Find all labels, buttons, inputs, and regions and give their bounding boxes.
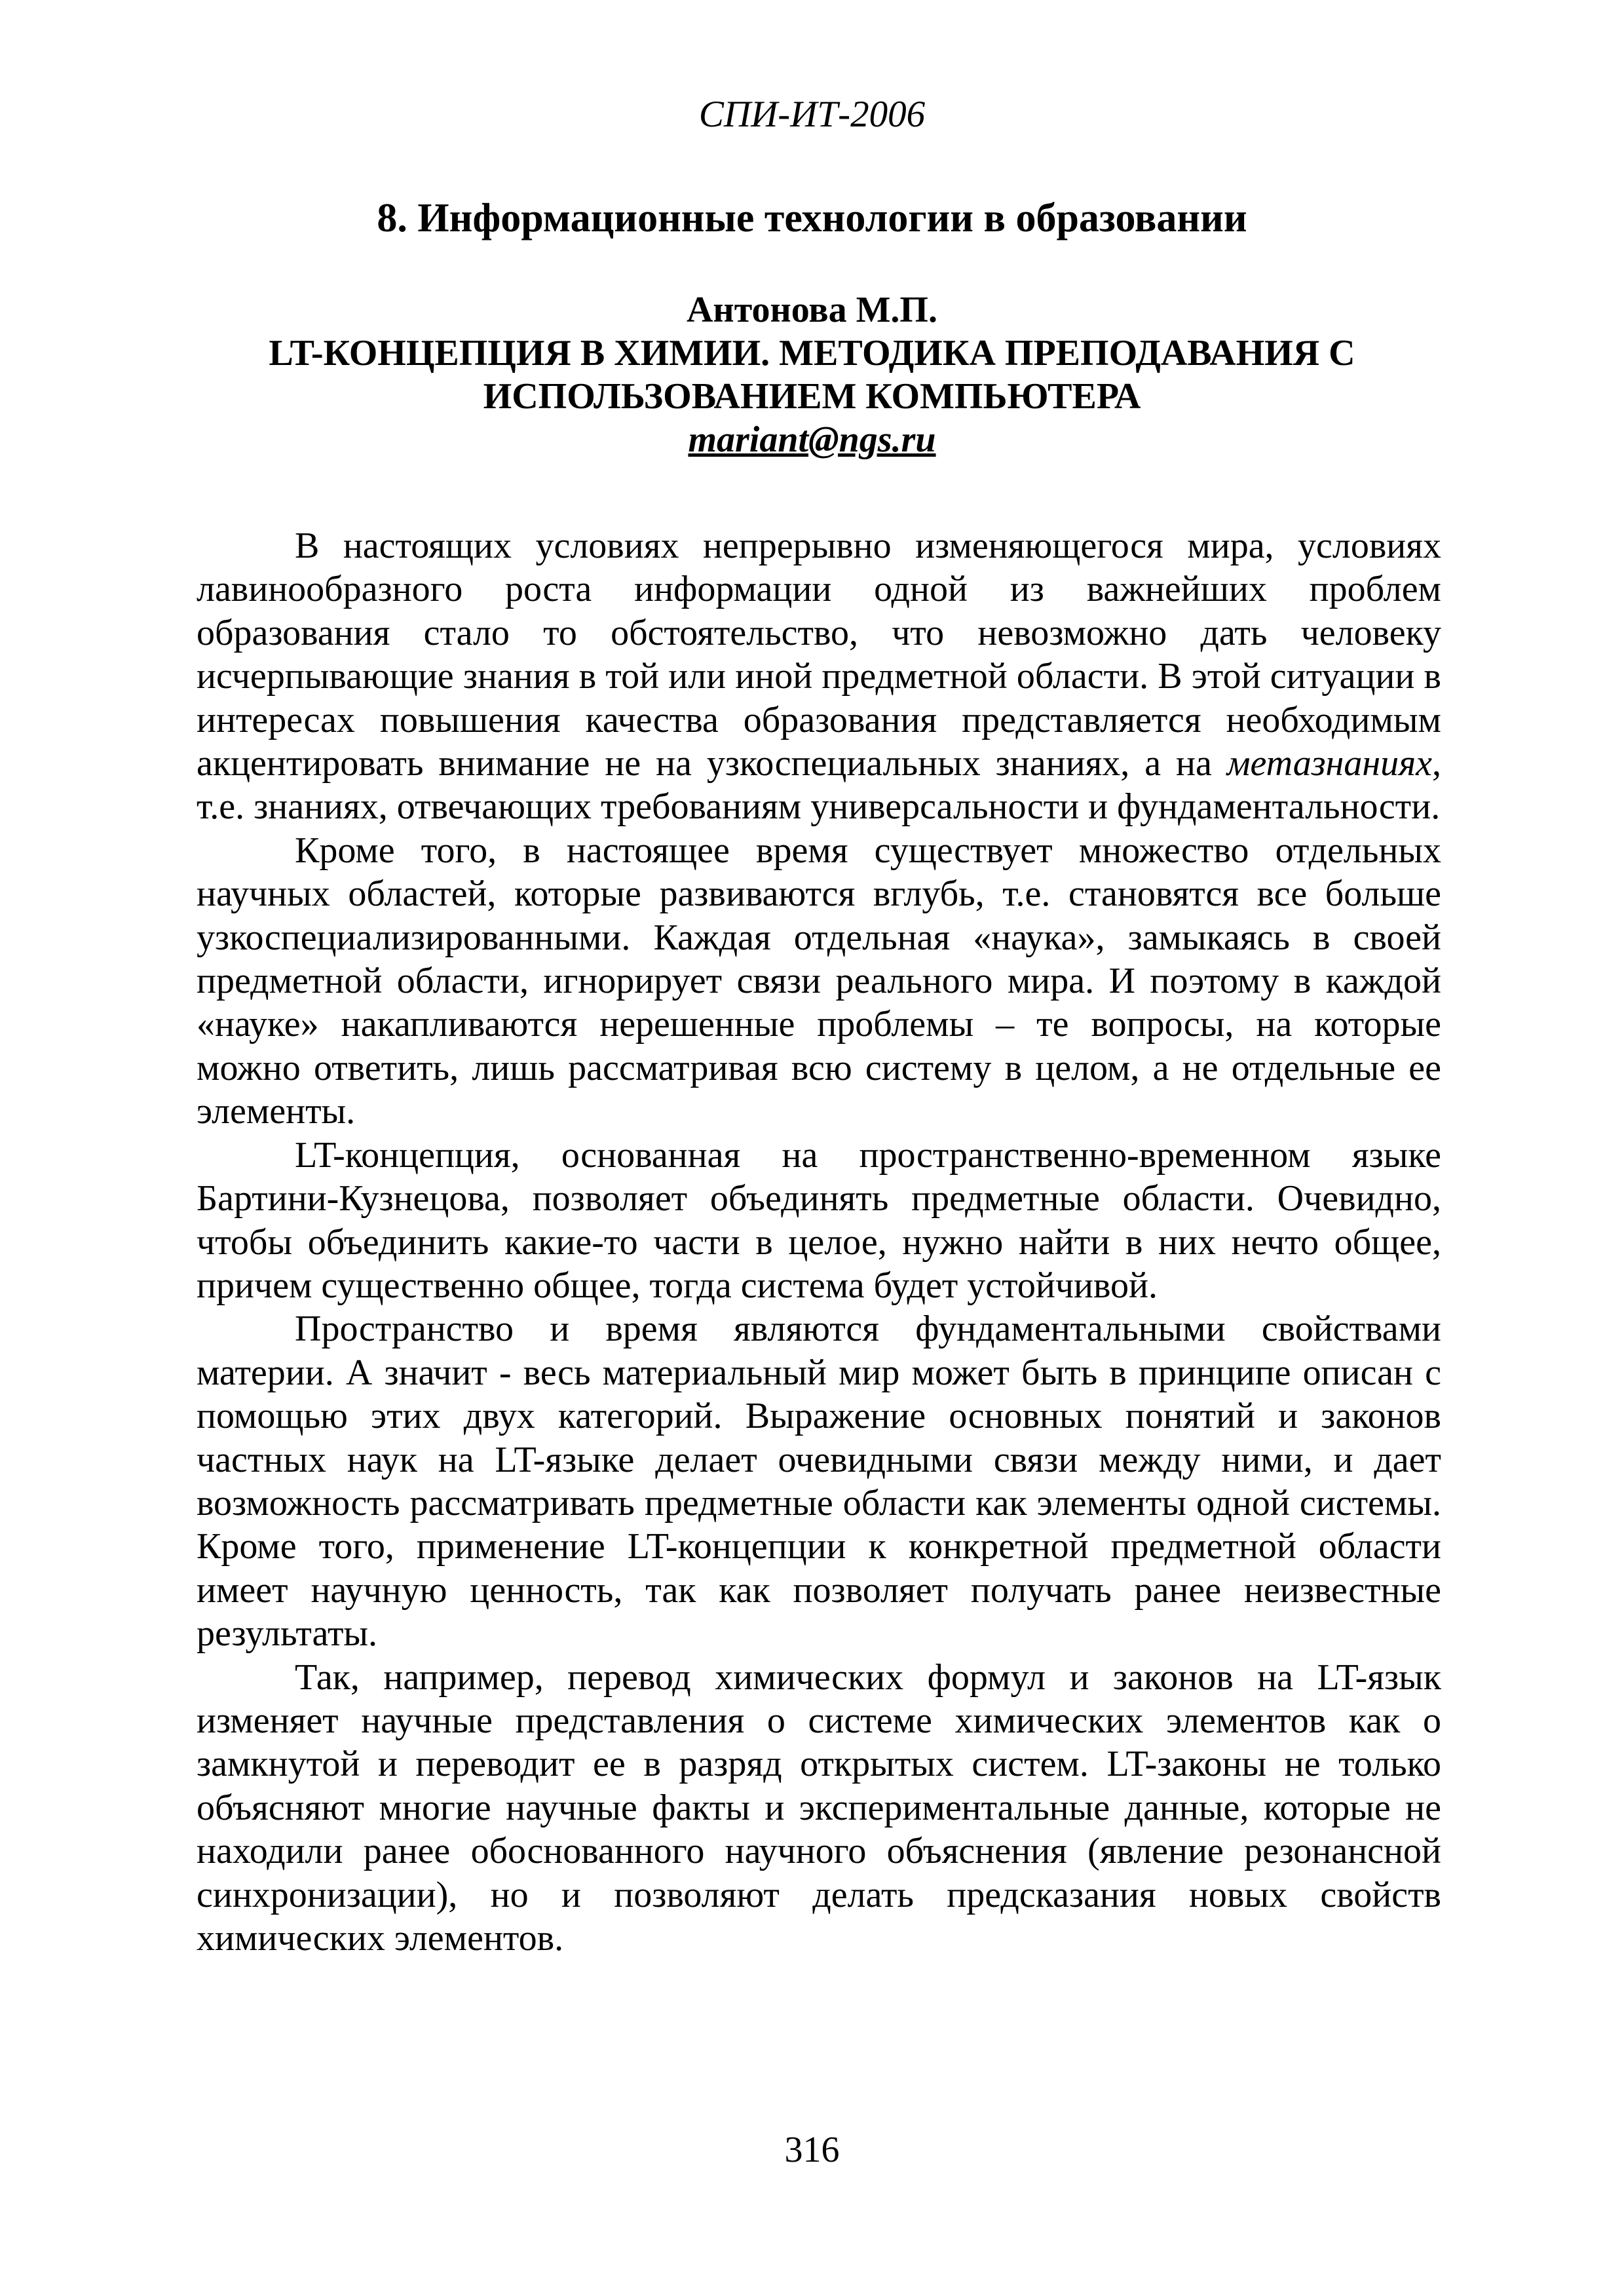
running-header: СПИ-ИТ-2006 — [698, 94, 926, 135]
page-number: 316 — [784, 2130, 840, 2170]
paragraph-1-emphasis: метазнаниях — [1226, 743, 1432, 784]
section-title: 8. Информационные технологии в образовании — [377, 196, 1247, 240]
author-name: Антонова М.П. — [686, 290, 937, 330]
paragraph-3: LT-концепция, основанная на пространственно-временном языке Бартини-Кузнецова, позволяет объединять предметные области. Очевидно, чтобы объединить какие-то части в целое, нужно найти в них нечто общее, причем существенно общее, тогда система будет устойчивой. — [197, 1134, 1441, 1306]
paragraph-4: Пространство и время являются фундаментальными свойствами материи. А значит - весь материальный мир может быть в принципе описан с помощью этих двух категорий. Выражение основных понятий и законов частных наук на LT-языке делает очевидными связи между ними, и дает возможность рассматривать предметные области как элементы одной системы. Кроме того, применение LT-концепции к конкретной предметной области имеет научную ценность, так как позволяет получать ранее неизвестные результаты. — [197, 1309, 1441, 1655]
paragraph-1-text-b: , т.е. знаниях, отвечающих требованиям универсальности и фундаментальности. — [197, 743, 1441, 828]
paragraph-2: Кроме того, в настоящее время существует множество отдельных научных областей, которые развиваются вглубь, т.е. становятся все больше узкоспециализированными. Каждая отдельная «наука», замыкаясь в своей предметной области, игнорирует связи реального мира. И поэтому в каждой «науке» накапливаются нерешенные проблемы – те вопросы, на которые можно ответить, лишь рассматривая всю систему в целом, а не отдельные ее элементы. — [197, 830, 1441, 1132]
paragraph-1-text-a: В настоящих условиях непрерывно изменяющегося мира, условиях лавинообразного роста информации одной из важнейших проблем образования стало то обстоятельство, что невозможно дать человеку исчерпывающие знания в той или иной предметной области. В этой ситуации в интересах повышения качества образования представляется необходимым акцентировать внимание не на узкоспециальных знаниях, а на — [197, 526, 1441, 784]
article-body — [197, 524, 1441, 1960]
author-email-link[interactable]: mariant@ngs.ru — [688, 419, 936, 460]
article-title: LT-КОНЦЕПЦИЯ В ХИМИИ. МЕТОДИКА ПРЕПОДАВАНИЯ С ИСПОЛЬЗОВАНИЕМ КОМПЬЮТЕРА — [269, 333, 1355, 417]
paragraph-1 — [197, 524, 1441, 829]
paragraph-5: Так, например, перевод химических формул и законов на LT-язык изменяет научные представления о системе химических элементов как о замкнутой и переводит ее в разряд открытых систем. LT-законы не только объясняют многие научные факты и экспериментальные данные, которые не находили ранее обоснованного научного объяснения (явление резонансной синхронизации), но и позволяют делать предсказания новых свойств химических элементов. — [197, 1656, 1441, 1959]
article-heading — [0, 288, 1624, 461]
